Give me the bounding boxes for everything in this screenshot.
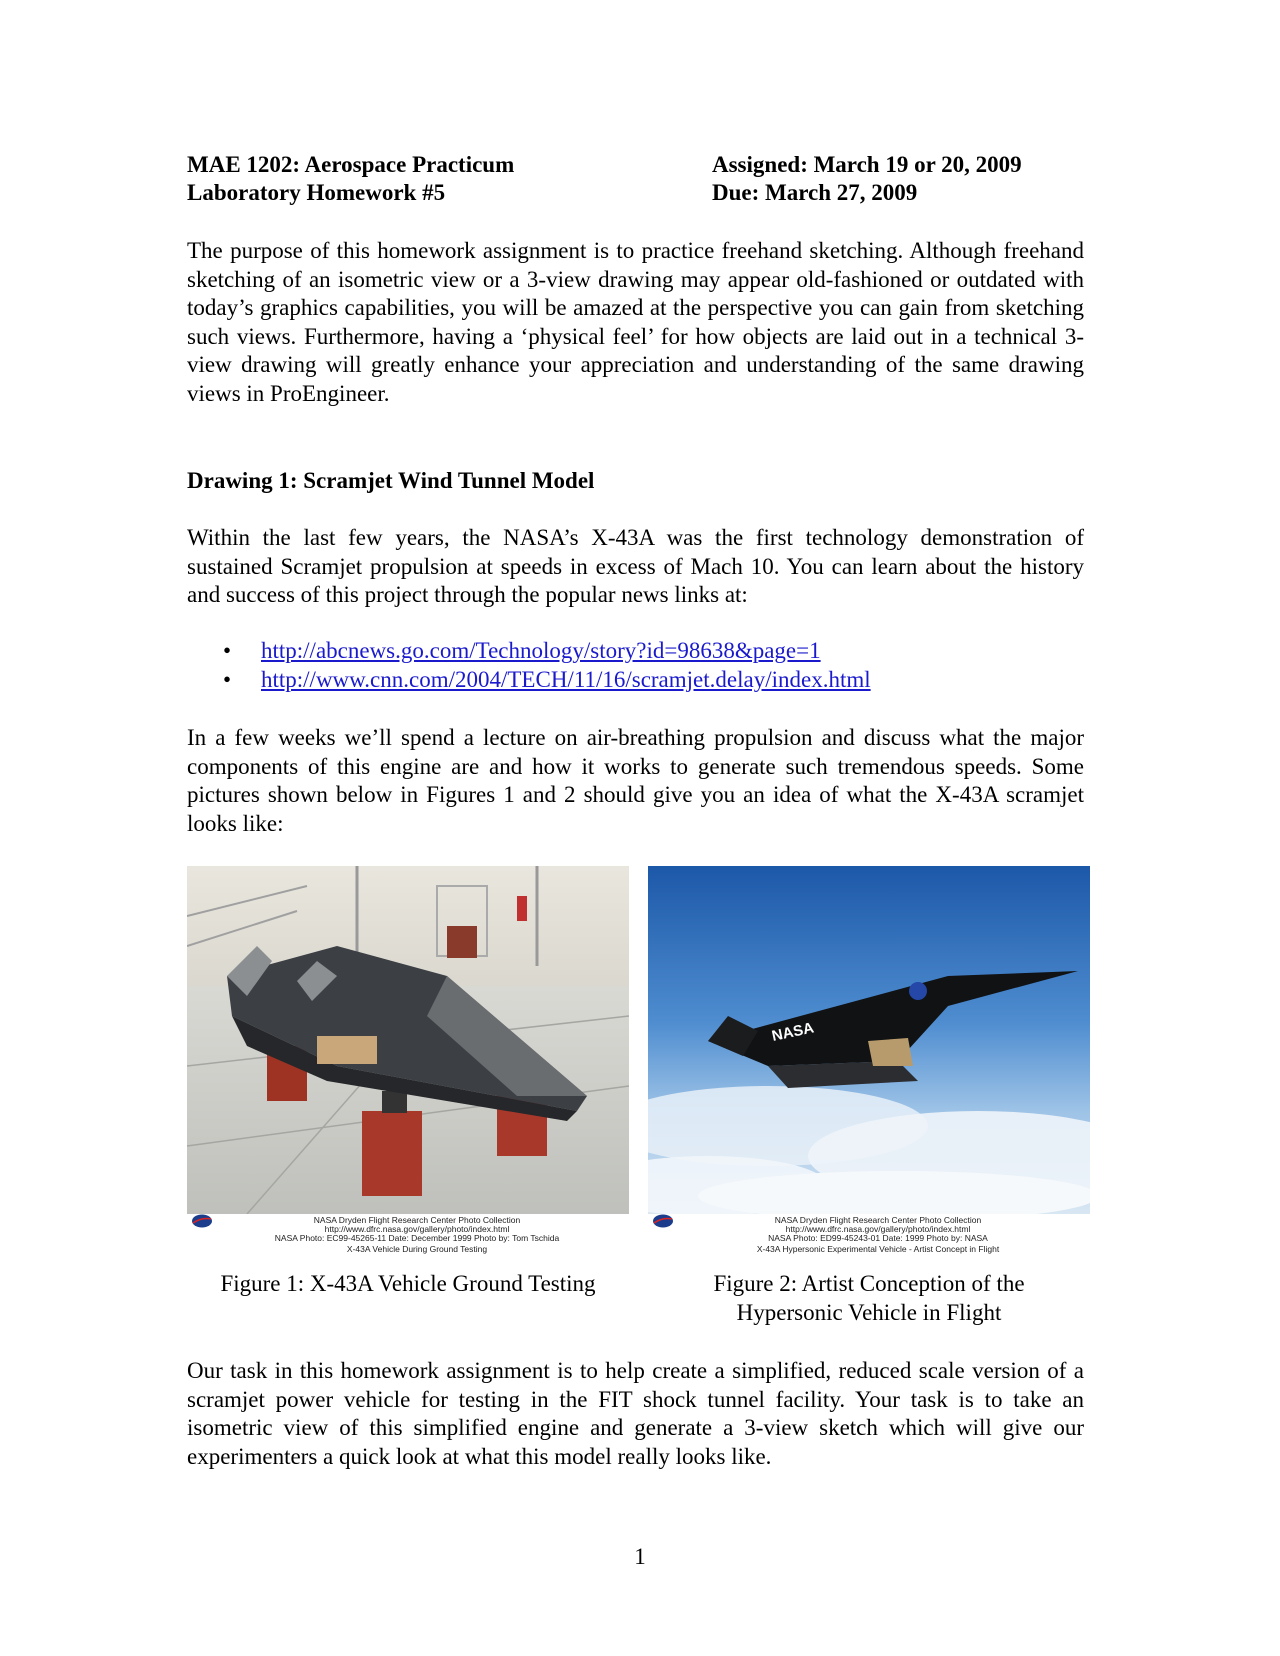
section-paragraph-3: Our task in this homework assignment is to help create a simplified, reduced scale version of a scramjet power vehicle for testing in the FIT shock tunnel facility. Your task is to take an isometric view of this simplified engine and generate a 3-view sketch which will give our experimenters a quick look at what this model really looks like. bbox=[187, 1358, 1084, 1469]
due-date: Due: March 27, 2009 bbox=[712, 180, 918, 205]
list-item bbox=[187, 665, 871, 694]
photo-credit-line-2: http://www.dfrc.nasa.gov/gallery/photo/index.html bbox=[324, 1224, 510, 1234]
photo-title: X-43A Hypersonic Experimental Vehicle - Artist Concept in Flight bbox=[756, 1244, 1000, 1254]
intro-paragraph: The purpose of this homework assignment is to practice freehand sketching. Although freehand sketching of an isometric view or a 3-view drawing may appear old-fashioned or outdated with today’s graphics capabilities, you will be amazed at the perspective you can gain from sketching such views. Furthermore, having a ‘physical feel’ for how objects are laid out in a technical 3-view drawing will greatly enhance your appreciation and understanding of the same drawing views in ProEngineer. bbox=[187, 238, 1084, 406]
bullet-icon: • bbox=[223, 638, 232, 663]
photo-credit-line-3: NASA Photo: EC99-45265-11 Date: December 1999 Photo by: Tom Tschida bbox=[274, 1233, 560, 1243]
figure-2-caption bbox=[648, 1270, 1090, 1327]
list-item bbox=[187, 636, 871, 665]
ground-test-illustration bbox=[187, 866, 629, 1254]
photo-credit-line-3: NASA Photo: ED99-45243-01 Date: 1999 Photo by: NASA bbox=[768, 1233, 988, 1243]
figure-2-caption-line-2: Hypersonic Vehicle in Flight bbox=[736, 1299, 1002, 1325]
homework-title: Laboratory Homework #5 bbox=[187, 180, 446, 205]
nasa-logo-icon bbox=[191, 1214, 213, 1228]
photo-credit-line-1: NASA Dryden Flight Research Center Photo Collection bbox=[313, 1215, 521, 1225]
vehicle-mark: NASA bbox=[770, 1019, 816, 1045]
artist-concept-illustration bbox=[648, 866, 1090, 1254]
course-title: MAE 1202: Aerospace Practicum bbox=[187, 152, 515, 177]
abcnews-link[interactable]: http://abcnews.go.com/Technology/story?id=98638&page=1 bbox=[261, 638, 821, 663]
figure-2-photo bbox=[648, 866, 1090, 1254]
photo-credit-line-2: http://www.dfrc.nasa.gov/gallery/photo/index.html bbox=[785, 1224, 971, 1234]
page-number: 1 bbox=[634, 1544, 646, 1569]
news-links-list bbox=[187, 636, 871, 694]
photo-credit-line-1: NASA Dryden Flight Research Center Photo Collection bbox=[774, 1215, 982, 1225]
figure-1-caption: Figure 1: X-43A Vehicle Ground Testing bbox=[220, 1271, 596, 1296]
nasa-logo-icon bbox=[652, 1214, 674, 1228]
assigned-date: Assigned: March 19 or 20, 2009 bbox=[712, 152, 1022, 177]
section-paragraph-2: In a few weeks we’ll spend a lecture on air-breathing propulsion and discuss what the major components of this engine are and how it works to generate such tremendous speeds. Some pictures shown below in Figures 1 and 2 should give you an idea of what the X-43A scramjet looks like: bbox=[187, 725, 1084, 836]
section-heading: Drawing 1: Scramjet Wind Tunnel Model bbox=[187, 468, 595, 493]
figure-1-photo bbox=[187, 866, 629, 1254]
cnn-link[interactable]: http://www.cnn.com/2004/TECH/11/16/scramjet.delay/index.html bbox=[261, 667, 871, 692]
figure-2-caption-line-1: Figure 2: Artist Conception of the bbox=[713, 1271, 1025, 1296]
section-paragraph-1: Within the last few years, the NASA’s X-43A was the first technology demonstration of sustained Scramjet propulsion at speeds in excess of Mach 10. You can learn about the history and success of this project through the popular news links at: bbox=[187, 525, 1084, 608]
photo-title: X-43A Vehicle During Ground Testing bbox=[346, 1244, 488, 1254]
bullet-icon: • bbox=[223, 667, 232, 692]
